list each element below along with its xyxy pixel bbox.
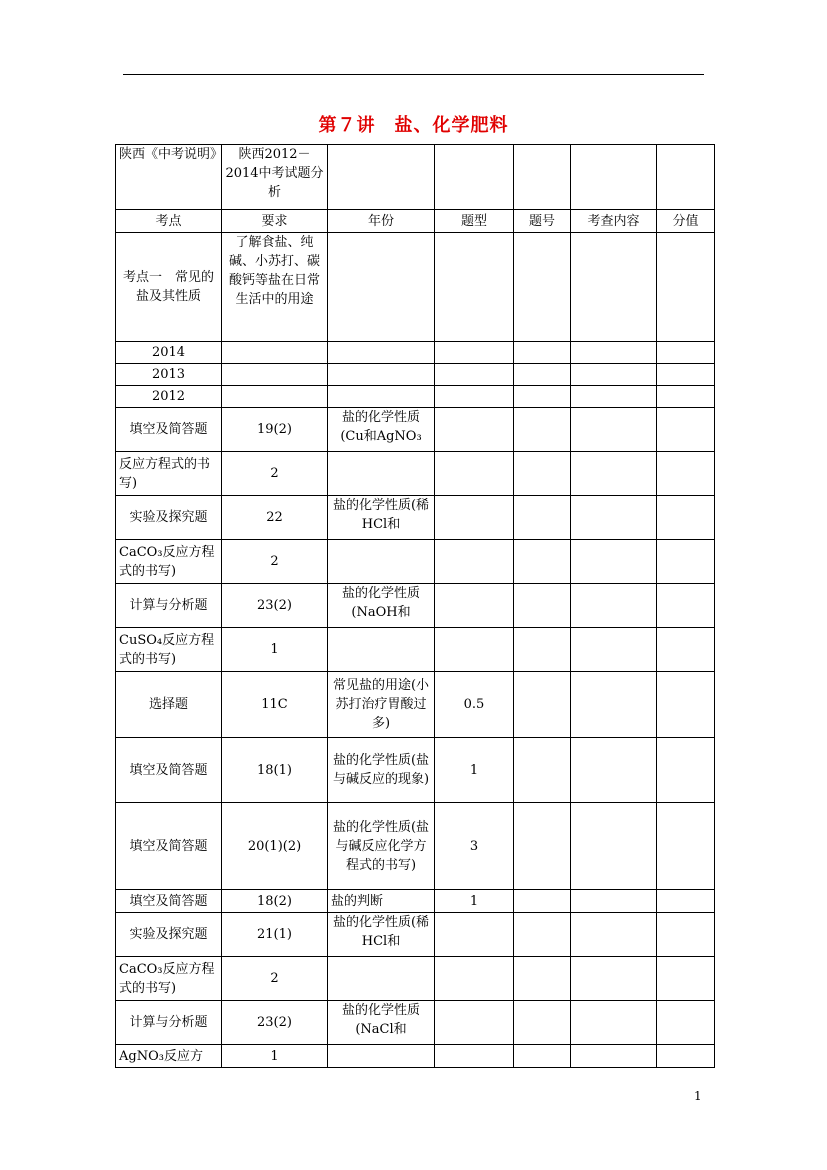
table-cell: 2 (222, 957, 328, 1001)
table-cell (514, 386, 571, 408)
table-cell (571, 145, 657, 210)
table-cell (657, 957, 715, 1001)
table-cell: 盐的化学性质(NaOH和 (328, 584, 435, 628)
table-cell (435, 584, 514, 628)
column-header: 题型 (435, 210, 514, 233)
table-cell (657, 408, 715, 452)
table-cell (657, 584, 715, 628)
table-cell: 20(1)(2) (222, 803, 328, 890)
table-cell (328, 628, 435, 672)
table-cell: 2013 (116, 364, 222, 386)
table-cell (514, 890, 571, 913)
table-row (116, 1001, 715, 1045)
table-row (116, 452, 715, 496)
table-cell (571, 738, 657, 803)
table-cell: 实验及探究题 (116, 496, 222, 540)
table-cell: 22 (222, 496, 328, 540)
table-cell (657, 540, 715, 584)
exam-analysis-table (115, 144, 715, 1068)
column-header: 考查内容 (571, 210, 657, 233)
table-cell (514, 496, 571, 540)
table-cell: 3 (435, 803, 514, 890)
table-cell (571, 452, 657, 496)
page-title: 第７讲 盐、化学肥料 (318, 115, 509, 136)
table-cell (571, 672, 657, 738)
table-cell: 23(2) (222, 1001, 328, 1045)
table-cell: 考点一 常见的盐及其性质 (116, 233, 222, 342)
table-cell (514, 672, 571, 738)
table-cell: 1 (435, 738, 514, 803)
table-cell (514, 452, 571, 496)
table-cell (435, 145, 514, 210)
table-cell: 2 (222, 452, 328, 496)
table-cell: 1 (222, 628, 328, 672)
table-cell (514, 738, 571, 803)
table-cell: 2012 (116, 386, 222, 408)
table-cell (514, 408, 571, 452)
column-header: 题号 (514, 210, 571, 233)
table-cell (657, 145, 715, 210)
header-rule (123, 74, 704, 75)
header-row-2 (116, 210, 715, 233)
table-cell: 填空及简答题 (116, 803, 222, 890)
table-cell (435, 342, 514, 364)
table-cell (328, 342, 435, 364)
table-cell: 选择题 (116, 672, 222, 738)
table-cell: 18(1) (222, 738, 328, 803)
table-cell (328, 957, 435, 1001)
table-row (116, 496, 715, 540)
table-cell (435, 1001, 514, 1045)
table-cell (571, 803, 657, 890)
table-cell (657, 1001, 715, 1045)
table-cell (514, 957, 571, 1001)
table-cell (435, 957, 514, 1001)
table-cell (657, 364, 715, 386)
table-cell (514, 342, 571, 364)
table-cell (657, 1045, 715, 1068)
table-cell: 反应方程式的书写) (116, 452, 222, 496)
table-cell (222, 342, 328, 364)
table-row (116, 738, 715, 803)
table-cell (222, 364, 328, 386)
table-cell (328, 386, 435, 408)
table-cell (571, 540, 657, 584)
table-cell (571, 584, 657, 628)
table-cell (435, 496, 514, 540)
table-cell (514, 628, 571, 672)
table-cell: 计算与分析题 (116, 1001, 222, 1045)
table-cell: 常见盐的用途(小苏打治疗胃酸过多) (328, 672, 435, 738)
table-cell (514, 913, 571, 957)
table-cell (435, 452, 514, 496)
table-cell (328, 540, 435, 584)
table-cell: 盐的化学性质(稀HCl和 (328, 496, 435, 540)
column-header: 分值 (657, 210, 715, 233)
table-cell: 了解食盐、纯碱、小苏打、碳酸钙等盐在日常生活中的用途 (222, 233, 328, 342)
table-cell: 陕西《中考说明》 (116, 145, 222, 210)
table-row (116, 584, 715, 628)
table-cell (328, 233, 435, 342)
table-cell (514, 584, 571, 628)
table-cell (514, 145, 571, 210)
table-cell (657, 672, 715, 738)
table-cell (657, 233, 715, 342)
table-cell: 计算与分析题 (116, 584, 222, 628)
table-row (116, 628, 715, 672)
table-cell (435, 540, 514, 584)
table-cell (571, 364, 657, 386)
table-row (116, 803, 715, 890)
table-cell (435, 1045, 514, 1068)
table-cell (435, 408, 514, 452)
table-row (116, 342, 715, 364)
table-row (116, 386, 715, 408)
table-cell: 2 (222, 540, 328, 584)
table-cell (571, 957, 657, 1001)
table-cell (571, 233, 657, 342)
table-cell (328, 145, 435, 210)
table-cell (571, 913, 657, 957)
table-cell (514, 364, 571, 386)
table-cell: 盐的化学性质(盐与碱反应化学方程式的书写) (328, 803, 435, 890)
table-cell: 18(2) (222, 890, 328, 913)
table-cell (571, 342, 657, 364)
table-cell: CaCO₃反应方程式的书写) (116, 957, 222, 1001)
table-cell: 盐的化学性质(盐与碱反应的现象) (328, 738, 435, 803)
table-cell (514, 1045, 571, 1068)
table-cell (657, 738, 715, 803)
table-cell: 11C (222, 672, 328, 738)
table-cell: 盐的化学性质(NaCl和 (328, 1001, 435, 1045)
table-cell (514, 1001, 571, 1045)
table-row (116, 233, 715, 342)
table-cell (657, 386, 715, 408)
column-header: 年份 (328, 210, 435, 233)
table-cell: CuSO₄反应方程式的书写) (116, 628, 222, 672)
table-cell (657, 496, 715, 540)
table-cell (435, 628, 514, 672)
table-cell: 1 (435, 890, 514, 913)
header-row-1 (116, 145, 715, 210)
table-row (116, 540, 715, 584)
table-cell (657, 890, 715, 913)
table-cell: 0.5 (435, 672, 514, 738)
table-cell (571, 890, 657, 913)
table-cell: 填空及简答题 (116, 408, 222, 452)
table-cell (435, 386, 514, 408)
column-header: 要求 (222, 210, 328, 233)
table-cell (571, 628, 657, 672)
column-header: 考点 (116, 210, 222, 233)
table-cell (571, 408, 657, 452)
table-cell: 实验及探究题 (116, 913, 222, 957)
table-cell (657, 452, 715, 496)
table-cell (514, 803, 571, 890)
table-cell: 21(1) (222, 913, 328, 957)
table-cell: 1 (222, 1045, 328, 1068)
table-row (116, 957, 715, 1001)
table-cell: AgNO₃反应方 (116, 1045, 222, 1068)
table-cell (657, 342, 715, 364)
table-cell (514, 540, 571, 584)
table-row (116, 408, 715, 452)
table-cell (328, 364, 435, 386)
table-cell (657, 913, 715, 957)
table-cell: 19(2) (222, 408, 328, 452)
table-cell: 盐的化学性质(Cu和AgNO₃ (328, 408, 435, 452)
table-cell (571, 1001, 657, 1045)
table-cell (328, 1045, 435, 1068)
table-cell (571, 386, 657, 408)
table-row (116, 913, 715, 957)
table-cell (571, 1045, 657, 1068)
table-cell (571, 496, 657, 540)
table-cell (222, 386, 328, 408)
page-number: 1 (694, 1089, 702, 1103)
table-cell (435, 233, 514, 342)
table-cell: 盐的化学性质(稀HCl和 (328, 913, 435, 957)
table-cell: 23(2) (222, 584, 328, 628)
table-cell: 填空及简答题 (116, 890, 222, 913)
table-cell: 陕西2012－2014中考试题分析 (222, 145, 328, 210)
table-cell: 填空及简答题 (116, 738, 222, 803)
table-cell (435, 913, 514, 957)
table-cell (657, 803, 715, 890)
table-cell: CaCO₃反应方程式的书写) (116, 540, 222, 584)
table-cell (328, 452, 435, 496)
table-cell (657, 628, 715, 672)
table-cell (435, 364, 514, 386)
table-row (116, 672, 715, 738)
table-cell (514, 233, 571, 342)
table-row (116, 1045, 715, 1068)
table-cell: 2014 (116, 342, 222, 364)
table-row (116, 364, 715, 386)
table-row (116, 890, 715, 913)
table-cell: 盐的判断 (328, 890, 435, 913)
